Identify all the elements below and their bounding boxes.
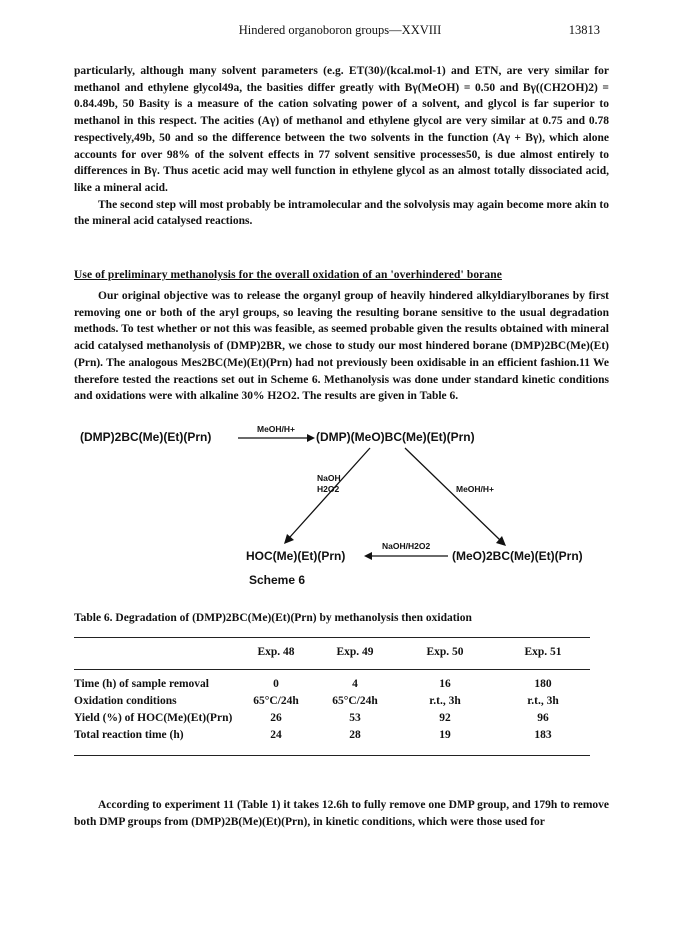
compound-start: (DMP)2BC(Me)(Et)(Prn) (80, 430, 212, 444)
arrowhead-bottom (364, 552, 372, 560)
table-caption: Table 6. Degradation of (DMP)2BC(Me)(Et)(Prn) by methanolysis then oxidation (74, 612, 472, 624)
reagent-left-1: NaOH (317, 473, 341, 483)
compound-alcohol: HOC(Me)(Et)(Prn) (246, 549, 346, 563)
row-label: Time (h) of sample removal (74, 678, 210, 690)
table-row (74, 695, 590, 711)
table-header-row (74, 646, 590, 662)
row-label: Total reaction time (h) (74, 729, 184, 741)
table-cell: 24 (270, 729, 282, 741)
table-bottom-rule (74, 755, 590, 756)
table-cell: 92 (439, 712, 451, 724)
table-cell: r.t., 3h (527, 695, 559, 707)
running-title: Hindered organoboron groups—XXVIII (238, 23, 442, 37)
table-cell: 0 (273, 678, 279, 690)
arrowhead-top (307, 434, 315, 442)
reagent-left-2: H2O2 (317, 484, 340, 494)
table-cell: 180 (534, 678, 552, 690)
table-row (74, 729, 590, 745)
table-cell: 183 (534, 729, 552, 741)
scheme-arrows (0, 418, 680, 598)
table-header-rule (74, 669, 590, 670)
page-number: 13813 (568, 23, 600, 37)
paragraph-second-step: The second step will most probably be intramolecular and the solvolysis may again become more akin to the mineral acid catalysed reactions. (74, 198, 609, 228)
table-row (74, 712, 590, 728)
col-header-exp-49: Exp. 49 (336, 646, 374, 658)
reagent-right: MeOH/H+ (456, 484, 495, 494)
section-heading: Use of preliminary methanolysis for the overall oxidation of an 'overhindered' borane (74, 269, 502, 281)
reagent-bottom: NaOH/H2O2 (382, 541, 431, 551)
col-header-exp-51: Exp. 51 (524, 646, 562, 658)
scheme-6-diagram (0, 418, 680, 598)
table-cell: 96 (537, 712, 549, 724)
body-block-1 (74, 63, 609, 230)
row-label: Yield (%) of HOC(Me)(Et)(Prn) (74, 712, 233, 724)
paragraph-objective: Our original objective was to release the organyl group of heavily hindered alkyldiarylboranes by first removing one or both of the aryl groups, so leaving the resulting borane sensitive to the usual degradation methods. To test whether or not this was feasible, as seemed probable given the results obtained with mineral acid catalysed methanolysis of (DMP)2BR, we chose to study our most hindered borane (DMP)2BC(Me)(Et)(Prn). The analogous Mes2BC(Me)(Et)(Prn) had not previously been oxidisable in an efficient fashion.11 We therefore tested the reactions set out in Scheme 6. Methanolysis was done under standard kinetic conditions and oxidations were with alkaline 30% H2O2. The results are given in Table 6. (74, 290, 609, 403)
row-label: Oxidation conditions (74, 695, 177, 707)
arrow-right (405, 448, 500, 540)
compound-intermediate: (DMP)(MeO)BC(Me)(Et)(Prn) (316, 430, 475, 444)
table-cell: 16 (439, 678, 451, 690)
col-header-exp-50: Exp. 50 (426, 646, 464, 658)
table-top-rule (74, 637, 590, 638)
reagent-top: MeOH/H+ (257, 424, 296, 434)
table-cell: 65°C/24h (332, 695, 378, 707)
table-cell: 4 (352, 678, 358, 690)
table-cell: 53 (349, 712, 361, 724)
arrowhead-left (284, 534, 294, 544)
table-cell: r.t., 3h (429, 695, 461, 707)
scheme-caption: Scheme 6 (249, 573, 306, 587)
table-cell: 26 (270, 712, 282, 724)
paragraph-experiment-11: According to experiment 11 (Table 1) it takes 12.6h to fully remove one DMP group, and 179h to remove both DMP groups from (DMP)2B(Me)(Et)(Prn), in kinetic conditions, which were those used for (74, 799, 609, 828)
col-header-exp-48: Exp. 48 (257, 646, 295, 658)
table-cell: 28 (349, 729, 361, 741)
table-cell: 19 (439, 729, 451, 741)
table-cell: 65°C/24h (253, 695, 299, 707)
table-row (74, 678, 590, 694)
paragraph-solvent-parameters: particularly, although many solvent parameters (e.g. ET(30)/(kcal.mol-1) and ETN, are very similar for methanol and ethylene glycol49a, the basities differ greatly with Bγ(MeOH) = 0.50 and Bγ((CH2OH)2) = 0.84.49b, 50 Basity is a measure of the cation solvating power of a solvent, and glycol is far superior to methanol in this respect. The acities (Aγ) of methanol and ethylene glycol are very similar at 0.75 and 0.78 respectively,49b, 50 and so the difference between the two solvents in the function (Aγ + Bγ), which alone accounts for over 98% of the solvent effects in 77 solvent sensitive processes50, is due almost entirely to differences in Bγ. Thus acetic acid may well function in ethylene glycol as an almost totally dissociated acid, like a mineral acid. (74, 65, 609, 194)
compound-dimethoxy: (MeO)2BC(Me)(Et)(Prn) (452, 549, 583, 563)
